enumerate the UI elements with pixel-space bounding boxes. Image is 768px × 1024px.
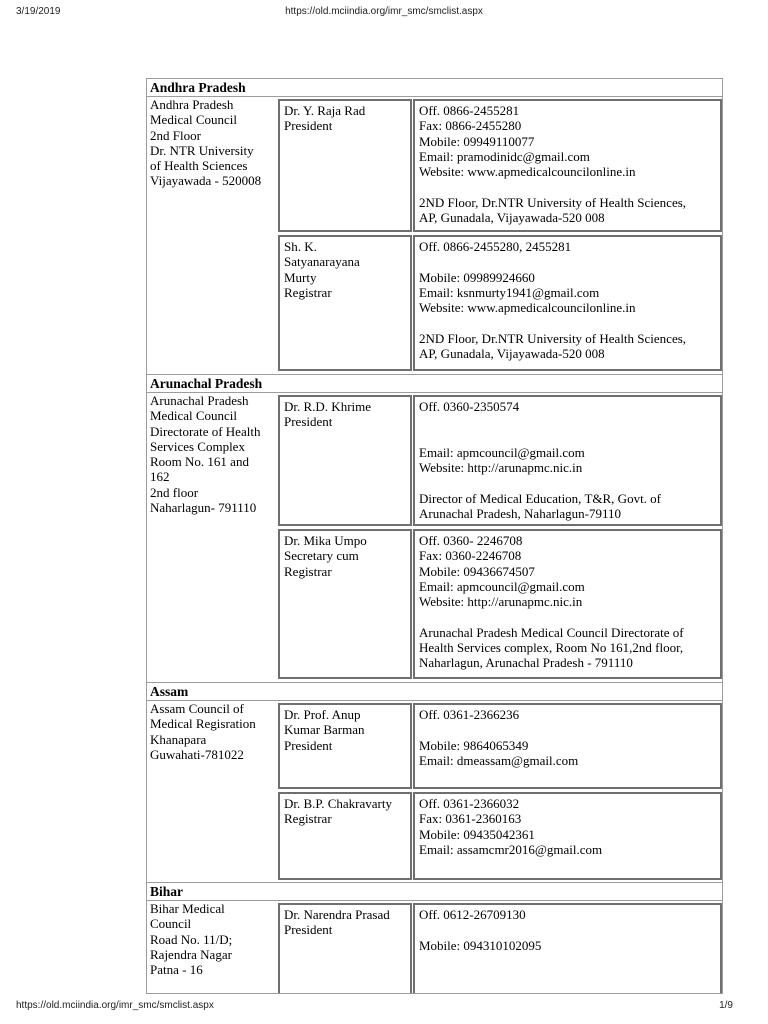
officer-name: Dr. B.P. Chakravarty Registrar [278,792,412,880]
council-address: Assam Council of Medical Regisration Khanapara Guwahati-781022 [150,701,256,762]
footer-url: https://old.mciindia.org/imr_smc/smclist.aspx [16,1000,214,1011]
print-date: 3/19/2019 [16,6,61,17]
officer-name: Dr. Narendra Prasad President [278,903,412,994]
officer-contact: Off. 0866-2455280, 2455281 Mobile: 09989924660 Email: ksnmurty1941@gmail.com Website: www.apmedicalcouncilonline.in 2ND Floor, Dr.NTR University of Health Sciences, AP, Gunadala, Vijayawada-520 008 [413,235,722,371]
page-url: https://old.mciindia.org/imr_smc/smclist.aspx [285,6,483,17]
officer-name: Dr. Mika Umpo Secretary cum Registrar [278,529,412,679]
officer-contact: Off. 0612-26709130 Mobile: 094310102095 [413,903,722,994]
page-header [0,0,768,20]
council-address: Arunachal Pradesh Medical Council Directorate of Health Services Complex Room No. 161 and 162 2nd floor Naharlagun- 791110 [150,393,261,516]
state-heading: Bihar [147,883,722,901]
officer-contact: Off. 0361-2366236 Mobile: 9864065349 Email: dmeassam@gmail.com [413,703,722,789]
officer-contact: Off. 0361-2366032 Fax: 0361-2360163 Mobile: 09435042361 Email: assamcmr2016@gmail.com [413,792,722,880]
officer-contact: Off. 0866-2455281 Fax: 0866-2455280 Mobile: 09949110077 Email: pramodinidc@gmail.com Website: www.apmedicalcouncilonline.in 2ND Floor, Dr.NTR University of Health Sciences, AP, Gunadala, Vijayawada-520 008 [413,99,722,232]
state-heading: Arunachal Pradesh [147,375,722,393]
page-number: 1/9 [719,1000,733,1011]
council-row [147,393,722,683]
council-address: Andhra Pradesh Medical Council 2nd Floor Dr. NTR University of Health Sciences Vijayawada - 520008 [150,97,262,189]
officer-contact: Off. 0360- 2246708 Fax: 0360-2246708 Mobile: 09436674507 Email: apmcouncil@gmail.com Website: http://arunapmc.nic.in Arunachal Pradesh Medical Council Directorate of Health Services complex, Room No 161,2nd floor, Naharlagun, Arunachal Pradesh - 791110 [413,529,722,679]
state-heading: Assam [147,683,722,701]
officer-name: Dr. R.D. Khrime President [278,395,412,526]
council-row [147,901,722,994]
state-heading: Andhra Pradesh [147,79,722,97]
council-address: Bihar Medical Council Road No. 11/D; Rajendra Nagar Patna - 16 [150,901,233,978]
officer-contact: Off. 0360-2350574 Email: apmcouncil@gmail.com Website: http://arunapmc.nic.in Director of Medical Education, T&R, Govt. of Arunachal Pradesh, Naharlagun-79110 [413,395,722,526]
officer-name: Dr. Prof. Anup Kumar Barman President [278,703,412,789]
page-footer [0,994,768,1014]
officer-name: Sh. K. Satyanarayana Murty Registrar [278,235,412,371]
council-table [146,78,723,994]
council-row [147,701,722,883]
council-row [147,97,722,375]
officer-name: Dr. Y. Raja Rad President [278,99,412,232]
